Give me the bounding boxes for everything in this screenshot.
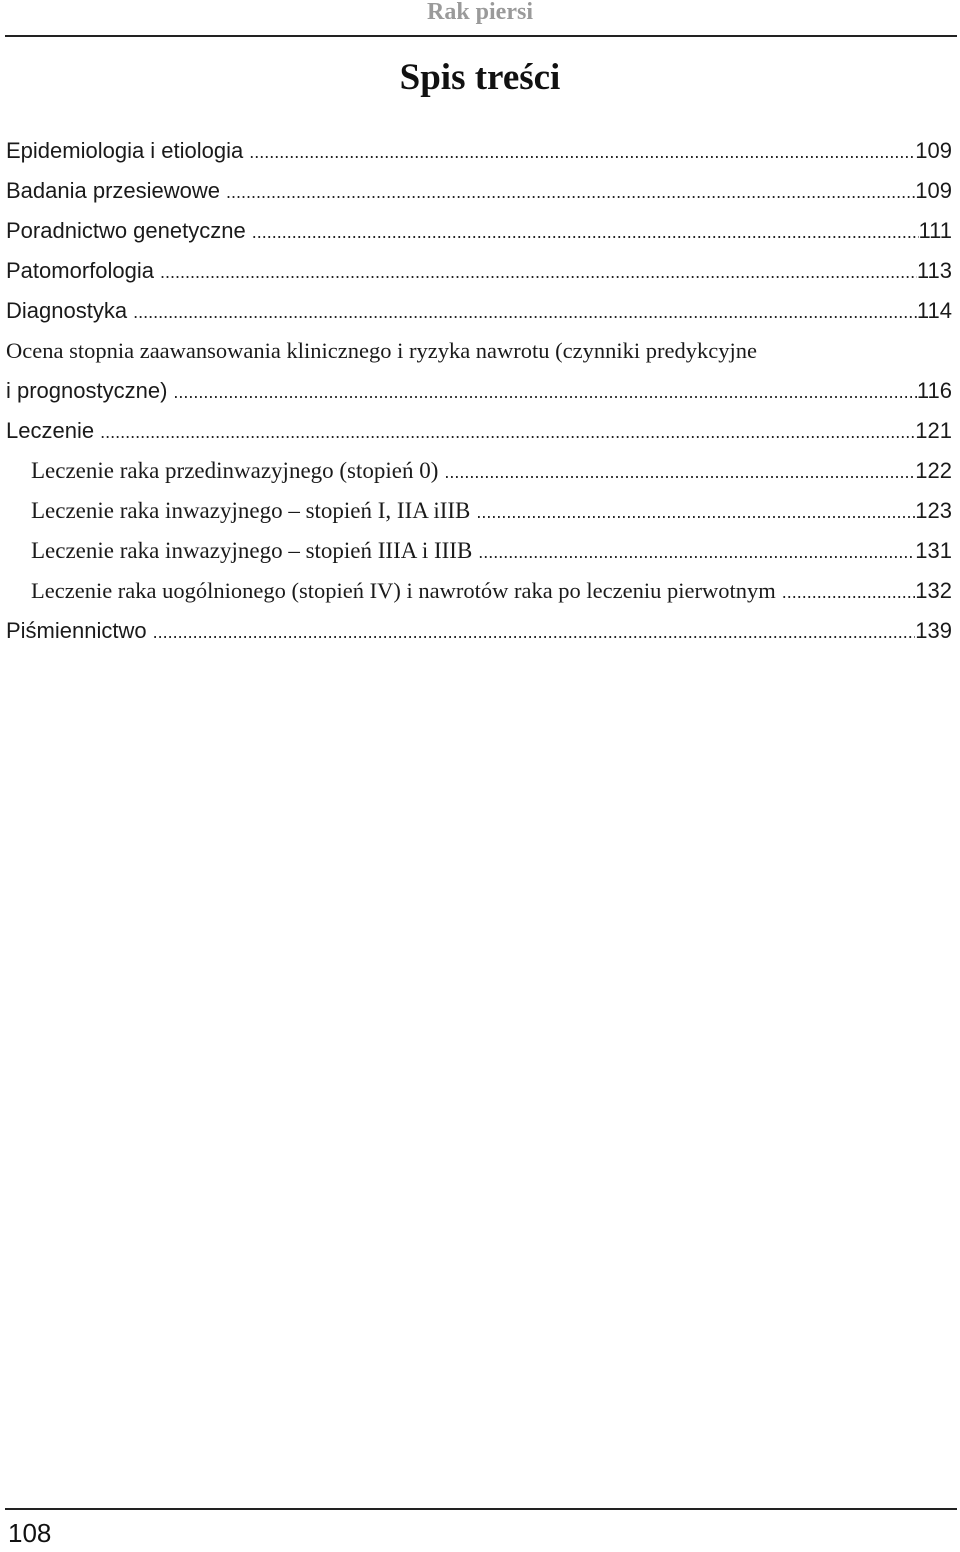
toc-entry-patomorfologia[interactable] (6, 251, 952, 291)
toc-entry-page: 116 (916, 378, 952, 403)
dot-leader (782, 572, 916, 611)
header-rule (5, 35, 957, 37)
toc-entry-page: 122 (915, 458, 952, 483)
dot-leader (100, 412, 915, 451)
toc-entry-leczenie-inwazyjnego-iii[interactable] (6, 531, 952, 571)
page-number: 108 (8, 1518, 52, 1548)
toc-entry-label: Poradnictwo genetyczne (6, 218, 246, 243)
toc-entry-pismiennictwo[interactable] (6, 611, 952, 651)
toc-entry-page: 131 (915, 538, 952, 563)
toc-entry-label: Leczenie raka uogólnionego (stopień IV) i nawrotów raka po leczeniu pierwotnym (31, 578, 776, 603)
toc-entry-label: Ocena stopnia zaawansowania klinicznego i ryzyka nawrotu (czynniki predykcyjne (6, 338, 757, 363)
dot-leader (160, 252, 917, 291)
toc-entry-page: 113 (916, 258, 952, 283)
dot-leader (153, 612, 916, 651)
running-header: Rak piersi (426, 0, 533, 25)
toc-entry-label: Diagnostyka (6, 298, 128, 323)
toc-entry-page: 123 (915, 498, 952, 523)
toc-entry-label: Leczenie raka inwazyjnego – stopień IIIA i IIIB (31, 538, 473, 563)
table-of-contents (6, 131, 952, 651)
toc-entry-badania[interactable] (6, 171, 952, 211)
toc-entry-label: Patomorfologia (6, 258, 154, 283)
toc-entry-diagnostyka[interactable] (6, 291, 952, 331)
toc-entry-label: Leczenie raka przedinwazyjnego (stopień 0) (31, 458, 439, 483)
toc-entry-label: i prognostyczne) (6, 378, 168, 403)
toc-entry-ocena-line2[interactable] (6, 371, 952, 411)
dot-leader (249, 132, 915, 171)
dot-leader (133, 292, 917, 331)
toc-entry-label: Leczenie (6, 418, 95, 443)
toc-entry-page: 111 (918, 218, 952, 243)
toc-entry-leczenie-przedinwazyjnego[interactable] (6, 451, 952, 491)
dot-leader (252, 212, 919, 251)
toc-entry-leczenie-inwazyjnego-i-ii[interactable] (6, 491, 952, 531)
toc-entry-page: 121 (915, 418, 952, 443)
toc-entry-label: Badania przesiewowe (6, 178, 221, 203)
dot-leader (476, 492, 915, 531)
dot-leader (444, 452, 915, 491)
toc-entry-leczenie[interactable] (6, 411, 952, 451)
dot-leader (226, 172, 915, 211)
toc-entry-page: 139 (915, 618, 952, 643)
page-title: Spis treści (399, 57, 561, 98)
toc-entry-leczenie-uogolnionego[interactable] (6, 571, 952, 611)
toc-entry-page: 114 (916, 298, 952, 323)
dot-leader (173, 372, 917, 411)
toc-entry-page: 109 (915, 138, 952, 163)
toc-entry-poradnictwo[interactable] (6, 211, 952, 251)
toc-entry-label: Leczenie raka inwazyjnego – stopień I, IIA iIIB (31, 498, 471, 523)
toc-entry-label: Epidemiologia i etiologia (6, 138, 244, 163)
toc-entry-ocena-line1[interactable] (6, 331, 952, 371)
footer-rule (5, 1508, 957, 1510)
toc-entry-epidemiologia[interactable] (6, 131, 952, 171)
dot-leader (478, 532, 915, 571)
toc-entry-label: Piśmiennictwo (6, 618, 147, 643)
toc-entry-page: 109 (915, 178, 952, 203)
toc-entry-page: 132 (915, 578, 952, 603)
